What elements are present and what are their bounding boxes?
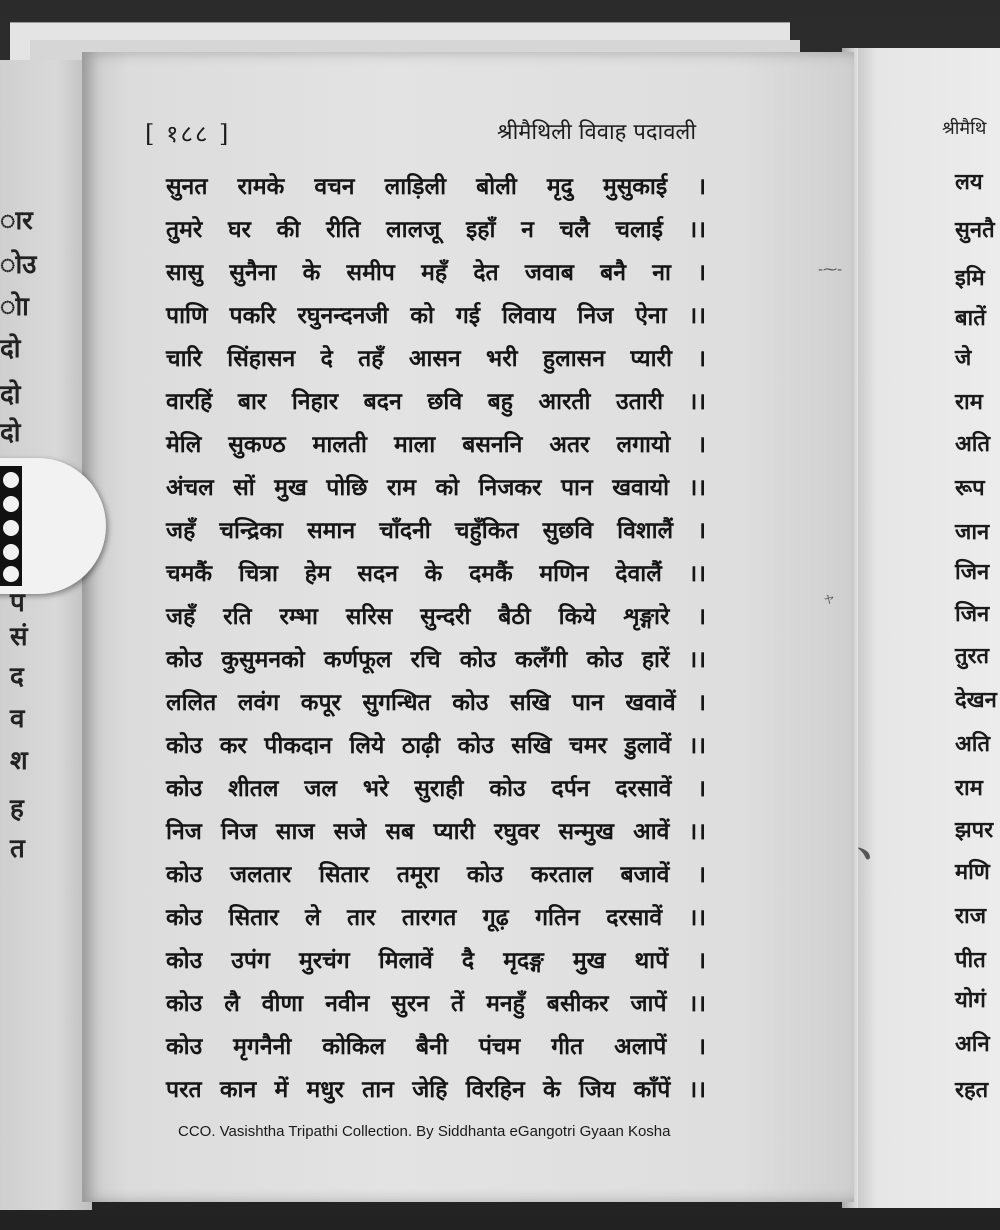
verse-line: कोउ मृगनैनी कोकिल बैनी पंचम गीत अलापें ।: [166, 1034, 706, 1060]
next-page-fragment: राम: [955, 390, 983, 415]
next-page-fragment: पीत: [955, 948, 986, 973]
next-page-fragment: झपर: [955, 818, 994, 843]
verse-line: कोउ उपंग मुरचंग मिलावें दै मृदङ्ग मुख थापें ।: [166, 948, 706, 974]
verse-line: चमकैं चित्रा हेम सदन के दमकैं मणिन देवालैं ।।: [166, 561, 706, 587]
next-page-fragment: जान: [955, 520, 990, 545]
next-page-fragment: बातें: [955, 306, 986, 331]
previous-page-fragment: सं: [10, 622, 28, 652]
next-page-fragment: राज: [955, 904, 987, 929]
next-page-fragment: देखन: [955, 688, 997, 713]
verse-line: चारि सिंहासन दे तहँ आसन भरी हुलासन प्यारी ।: [166, 346, 706, 372]
previous-page-fragment: दो: [0, 380, 21, 410]
page-number: [ १८८ ]: [145, 120, 231, 148]
next-page-fragment: राम: [955, 776, 983, 801]
next-page-fragment: रूप: [955, 476, 985, 501]
next-page-fragment: अति: [955, 432, 991, 457]
verse-line: तुमरे घर की रीति लालजू इहाँ न चलै चलाई ।।: [166, 217, 706, 243]
next-page-fragment: इमि: [955, 266, 985, 291]
next-page-fragment: रहत: [955, 1078, 989, 1103]
verse-line: कोउ कुसुमनको कर्णफूल रचि कोउ कलँगी कोउ हारें ।।: [166, 647, 706, 673]
next-page-fragment: सुनतै: [955, 218, 995, 243]
verse-line: अंचल सों मुख पोछि राम को निजकर पान खवायो ।।: [166, 475, 706, 501]
running-head: श्रीमैथिली विवाह पदावली: [497, 120, 697, 145]
collection-credit: CCO. Vasishtha Tripathi Collection. By Siddhanta eGangotri Gyaan Kosha: [178, 1123, 671, 1140]
previous-page-fragment: द: [10, 662, 24, 692]
verse-line: सुनत रामके वचन लाड़िली बोली मृदु मुसुकाई ।: [166, 174, 706, 200]
verse-line: जहँ रति रम्भा सरिस सुन्दरी बैठी किये शृङ्गारे ।: [166, 604, 706, 630]
verse-line: निज निज साज सजे सब प्यारी रघुवर सन्मुख आवें ।।: [166, 819, 706, 845]
previous-page-fragment: ोउ: [0, 250, 37, 280]
next-page-fragment: योगं: [955, 988, 986, 1013]
verse-line: ललित लवंग कपूर सुगन्धित कोउ सखि पान खवावें ।: [166, 690, 706, 716]
next-page-running-head: श्रीमैथि: [942, 118, 987, 139]
ink-mark: ‑⁓‑: [818, 262, 843, 278]
verse-line: जहँ चन्द्रिका समान चाँदनी चहुँकित सुछवि विशालैं ।: [166, 518, 706, 544]
verse-line: कोउ लै वीणा नवीन सुरन तें मनहुँ बसीकर जापें ।।: [166, 991, 706, 1017]
previous-page-fragment: ोा: [0, 292, 29, 322]
previous-page-fragment: दो: [0, 334, 21, 364]
next-page-fragment: जे: [955, 346, 972, 371]
ink-mark: ャ: [822, 591, 836, 607]
previous-page-fragment: प: [10, 588, 25, 618]
previous-page-fragment: त: [10, 834, 25, 864]
next-page-fragment: जिन: [955, 602, 990, 627]
next-page-fragment: अति: [955, 732, 991, 757]
verse-line: मेलि सुकण्ठ मालती माला बसननि अतर लगायो ।: [166, 432, 706, 458]
verse-line: कोउ कर पीकदान लिये ठाढ़ी कोउ सखि चमर डुलावें ।।: [166, 733, 706, 759]
previous-page-fragment: ह: [10, 794, 24, 824]
verse-line: कोउ जलतार सितार तमूरा कोउ करताल बजावें ।: [166, 862, 706, 888]
verse-line: वारहिं बार निहार बदन छवि बहु आरती उतारी ।।: [166, 389, 706, 415]
next-page-fragment: मणि: [955, 860, 990, 885]
verse-line: सासु सुनैना के समीप महँ देत जवाब बनै ना ।: [166, 260, 706, 286]
film-strip-icon: [0, 466, 22, 586]
next-page-fragment: जिन: [955, 560, 990, 585]
ink-mark: ﹅: [855, 844, 873, 865]
verse-line: परत कान में मधुर तान जेहि विरहिन के जिय काँपें ।।: [166, 1077, 706, 1103]
next-page-fragment: अनि: [955, 1032, 990, 1057]
next-page-fragment: तुरत: [955, 644, 990, 669]
verse-line: पाणि पकरि रघुनन्दनजी को गई लिवाय निज ऐना ।।: [166, 303, 706, 329]
verse-line: कोउ शीतल जल भरे सुराही कोउ दर्पन दरसावें ।: [166, 776, 706, 802]
verse-line: कोउ सितार ले तार तारगत गूढ़ गतिन दरसावें ।।: [166, 905, 706, 931]
previous-page-fragment: व: [10, 704, 25, 734]
previous-page-fragment: श: [10, 746, 28, 776]
next-page-fragment: लय: [955, 170, 983, 195]
previous-page-fragment: दो: [0, 418, 21, 448]
previous-page-fragment: ार: [0, 206, 33, 236]
